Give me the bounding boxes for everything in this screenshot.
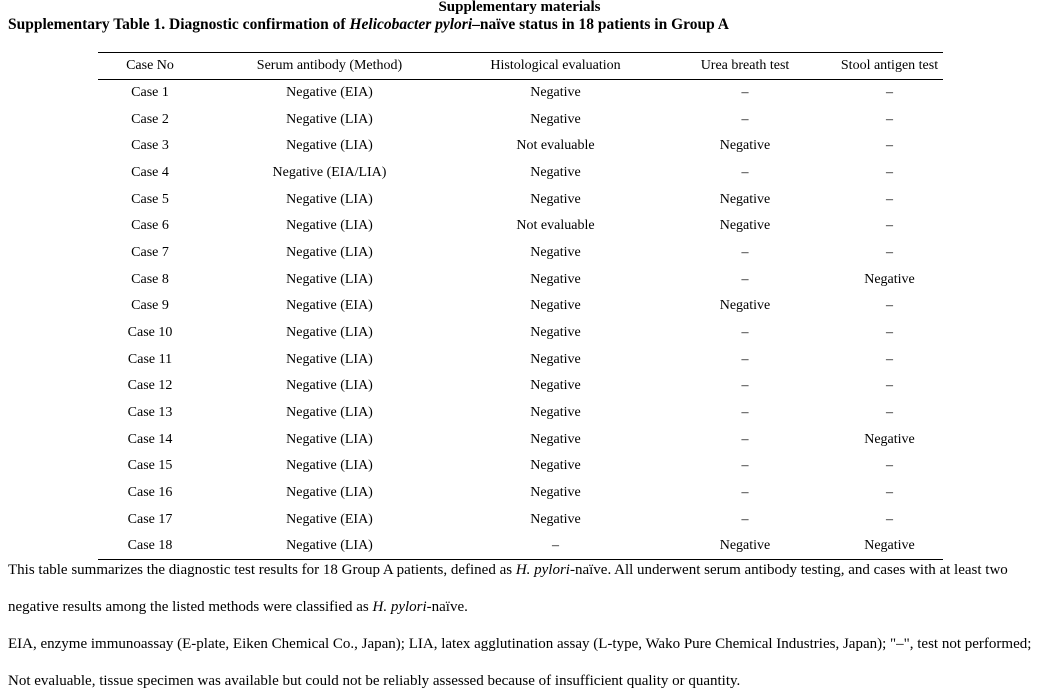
- column-header-histology: Histological evaluation: [490, 58, 621, 73]
- table-row: [98, 426, 943, 453]
- table-row: [98, 160, 943, 187]
- stool-antigen-cell: –: [886, 138, 893, 154]
- urea-breath-cell: –: [741, 511, 749, 527]
- table-row: [98, 213, 943, 240]
- serum-antibody-cell: Negative (LIA): [286, 218, 373, 234]
- abbreviations-note: EIA, enzyme immunoassay (E-plate, Eiken Chemical Co., Japan); LIA, latex agglutination assay (L-type, Wako Pure Chemical Industries, Japan); "–", test not performed; Not evaluable, tissue specimen was available but could not be reliably assessed because of insufficient quality or quantity.: [8, 636, 1032, 689]
- caption-prefix: Supplementary Table 1. Diagnostic confirmation of: [8, 16, 350, 33]
- table-row: [98, 240, 943, 267]
- histology-cell: Negative: [530, 431, 581, 447]
- urea-breath-cell: –: [741, 378, 749, 394]
- serum-antibody-cell: Negative (EIA/LIA): [272, 164, 387, 180]
- table-row: [98, 293, 943, 320]
- case-no-cell: Case 17: [127, 511, 173, 527]
- summary-term-1: H. pylori: [515, 562, 570, 578]
- table-row: [98, 346, 943, 373]
- caption-suffix: –naïve status in 18 patients in Group A: [472, 16, 729, 33]
- case-no-cell: Case 16: [127, 485, 173, 501]
- case-no-cell: Case 5: [131, 191, 169, 207]
- stool-antigen-cell: –: [886, 111, 893, 127]
- case-no-cell: Case 10: [127, 325, 173, 341]
- urea-breath-cell: –: [741, 325, 749, 341]
- stool-antigen-cell: Negative: [864, 538, 915, 554]
- stool-antigen-cell: –: [886, 458, 893, 474]
- stool-antigen-cell: –: [886, 485, 893, 501]
- case-no-cell: Case 14: [127, 431, 173, 447]
- serum-antibody-cell: Negative (LIA): [286, 271, 373, 287]
- table-header: [98, 53, 943, 80]
- histology-cell: –: [552, 538, 559, 554]
- serum-antibody-cell: Negative (LIA): [286, 111, 373, 127]
- histology-cell: Negative: [530, 298, 581, 314]
- case-no-cell: Case 18: [127, 538, 173, 554]
- serum-antibody-cell: Negative (EIA): [286, 298, 373, 314]
- serum-antibody-cell: Negative (EIA): [286, 511, 373, 527]
- case-no-cell: Case 12: [127, 378, 173, 394]
- table-row: [98, 373, 943, 400]
- summary-part-3: -naïve.: [426, 599, 468, 615]
- urea-breath-cell: –: [741, 271, 749, 287]
- stool-antigen-cell: –: [886, 164, 893, 180]
- urea-breath-cell: –: [741, 405, 749, 421]
- case-no-cell: Case 7: [131, 244, 169, 260]
- histology-cell: Not evaluable: [516, 218, 595, 234]
- table-row: [98, 507, 943, 534]
- serum-antibody-cell: Negative (LIA): [286, 458, 373, 474]
- serum-antibody-cell: Negative (LIA): [286, 405, 373, 421]
- urea-breath-cell: –: [741, 351, 749, 367]
- table-row: [98, 320, 943, 347]
- column-header-urea-breath: Urea breath test: [700, 58, 790, 73]
- page-heading: Supplementary materials: [438, 0, 601, 15]
- urea-breath-cell: –: [741, 164, 749, 180]
- table-row: [98, 106, 943, 133]
- urea-breath-cell: –: [741, 111, 749, 127]
- summary-part-1: This table summarizes the diagnostic test results for 18 Group A patients, defined as: [8, 562, 516, 578]
- stool-antigen-cell: –: [886, 351, 893, 367]
- table-row: [98, 133, 943, 160]
- serum-antibody-cell: Negative (LIA): [286, 431, 373, 447]
- histology-cell: Negative: [530, 164, 581, 180]
- case-no-cell: Case 9: [131, 298, 169, 314]
- stool-antigen-cell: Negative: [864, 271, 915, 287]
- serum-antibody-cell: Negative (LIA): [286, 191, 373, 207]
- case-no-cell: Case 3: [131, 138, 169, 154]
- serum-antibody-cell: Negative (LIA): [286, 244, 373, 260]
- column-header-stool-antigen: Stool antigen test: [840, 58, 939, 73]
- urea-breath-cell: Negative: [719, 218, 771, 234]
- urea-breath-cell: Negative: [719, 138, 771, 154]
- case-no-cell: Case 6: [131, 218, 169, 234]
- serum-antibody-cell: Negative (EIA): [286, 85, 373, 101]
- table-row: [98, 480, 943, 507]
- histology-cell: Negative: [530, 485, 581, 501]
- stool-antigen-cell: –: [886, 511, 893, 527]
- stool-antigen-cell: –: [886, 325, 893, 341]
- serum-antibody-cell: Negative (LIA): [286, 325, 373, 341]
- histology-cell: Not evaluable: [516, 138, 595, 154]
- case-no-cell: Case 15: [127, 458, 173, 474]
- header-row: [98, 53, 943, 80]
- urea-breath-cell: –: [741, 458, 749, 474]
- urea-breath-cell: –: [741, 431, 749, 447]
- serum-antibody-cell: Negative (LIA): [286, 378, 373, 394]
- table-body: [98, 80, 943, 560]
- urea-breath-cell: –: [741, 244, 749, 260]
- column-header-serum-antibody: Serum antibody (Method): [256, 58, 403, 73]
- case-no-cell: Case 1: [131, 85, 169, 101]
- stool-antigen-cell: –: [886, 191, 893, 207]
- summary-part-2: -naïve. All underwent serum antibody testing, and cases with at least two negative results among the listed methods were classified as: [8, 562, 1008, 615]
- stool-antigen-cell: –: [886, 298, 893, 314]
- serum-antibody-cell: Negative (LIA): [286, 538, 373, 554]
- case-no-cell: Case 4: [131, 164, 169, 180]
- histology-cell: Negative: [530, 271, 581, 287]
- histology-cell: Negative: [530, 244, 581, 260]
- stool-antigen-cell: –: [886, 85, 893, 101]
- serum-antibody-cell: Negative (LIA): [286, 485, 373, 501]
- histology-cell: Negative: [530, 351, 581, 367]
- column-header-case-no: Case No: [126, 58, 174, 73]
- histology-cell: Negative: [530, 191, 581, 207]
- urea-breath-cell: –: [741, 485, 749, 501]
- stool-antigen-cell: Negative: [864, 431, 915, 447]
- case-no-cell: Case 11: [127, 351, 173, 367]
- histology-cell: Negative: [530, 85, 581, 101]
- histology-cell: Negative: [530, 378, 581, 394]
- case-no-cell: Case 13: [127, 405, 173, 421]
- caption-organism: Helicobacter pylori: [349, 16, 473, 33]
- histology-cell: Negative: [530, 458, 581, 474]
- stool-antigen-cell: –: [886, 218, 893, 234]
- diagnostic-table: [98, 52, 943, 560]
- urea-breath-cell: Negative: [719, 191, 771, 207]
- histology-cell: Negative: [530, 111, 581, 127]
- summary-note: [8, 552, 1033, 626]
- urea-breath-cell: Negative: [719, 298, 771, 314]
- histology-cell: Negative: [530, 325, 581, 341]
- table-row: [98, 266, 943, 293]
- histology-cell: Negative: [530, 405, 581, 421]
- table-caption: [8, 16, 729, 34]
- table-row: [98, 453, 943, 480]
- histology-cell: Negative: [530, 511, 581, 527]
- urea-breath-cell: –: [741, 85, 749, 101]
- urea-breath-cell: Negative: [719, 538, 771, 554]
- table-row: [98, 186, 943, 213]
- table-row: [98, 80, 943, 107]
- table-row: [98, 400, 943, 427]
- summary-term-2: H. pylori: [372, 599, 427, 615]
- stool-antigen-cell: –: [886, 405, 893, 421]
- stool-antigen-cell: –: [886, 244, 893, 260]
- stool-antigen-cell: –: [886, 378, 893, 394]
- serum-antibody-cell: Negative (LIA): [286, 138, 373, 154]
- case-no-cell: Case 2: [131, 111, 169, 127]
- case-no-cell: Case 8: [131, 271, 169, 287]
- serum-antibody-cell: Negative (LIA): [286, 351, 373, 367]
